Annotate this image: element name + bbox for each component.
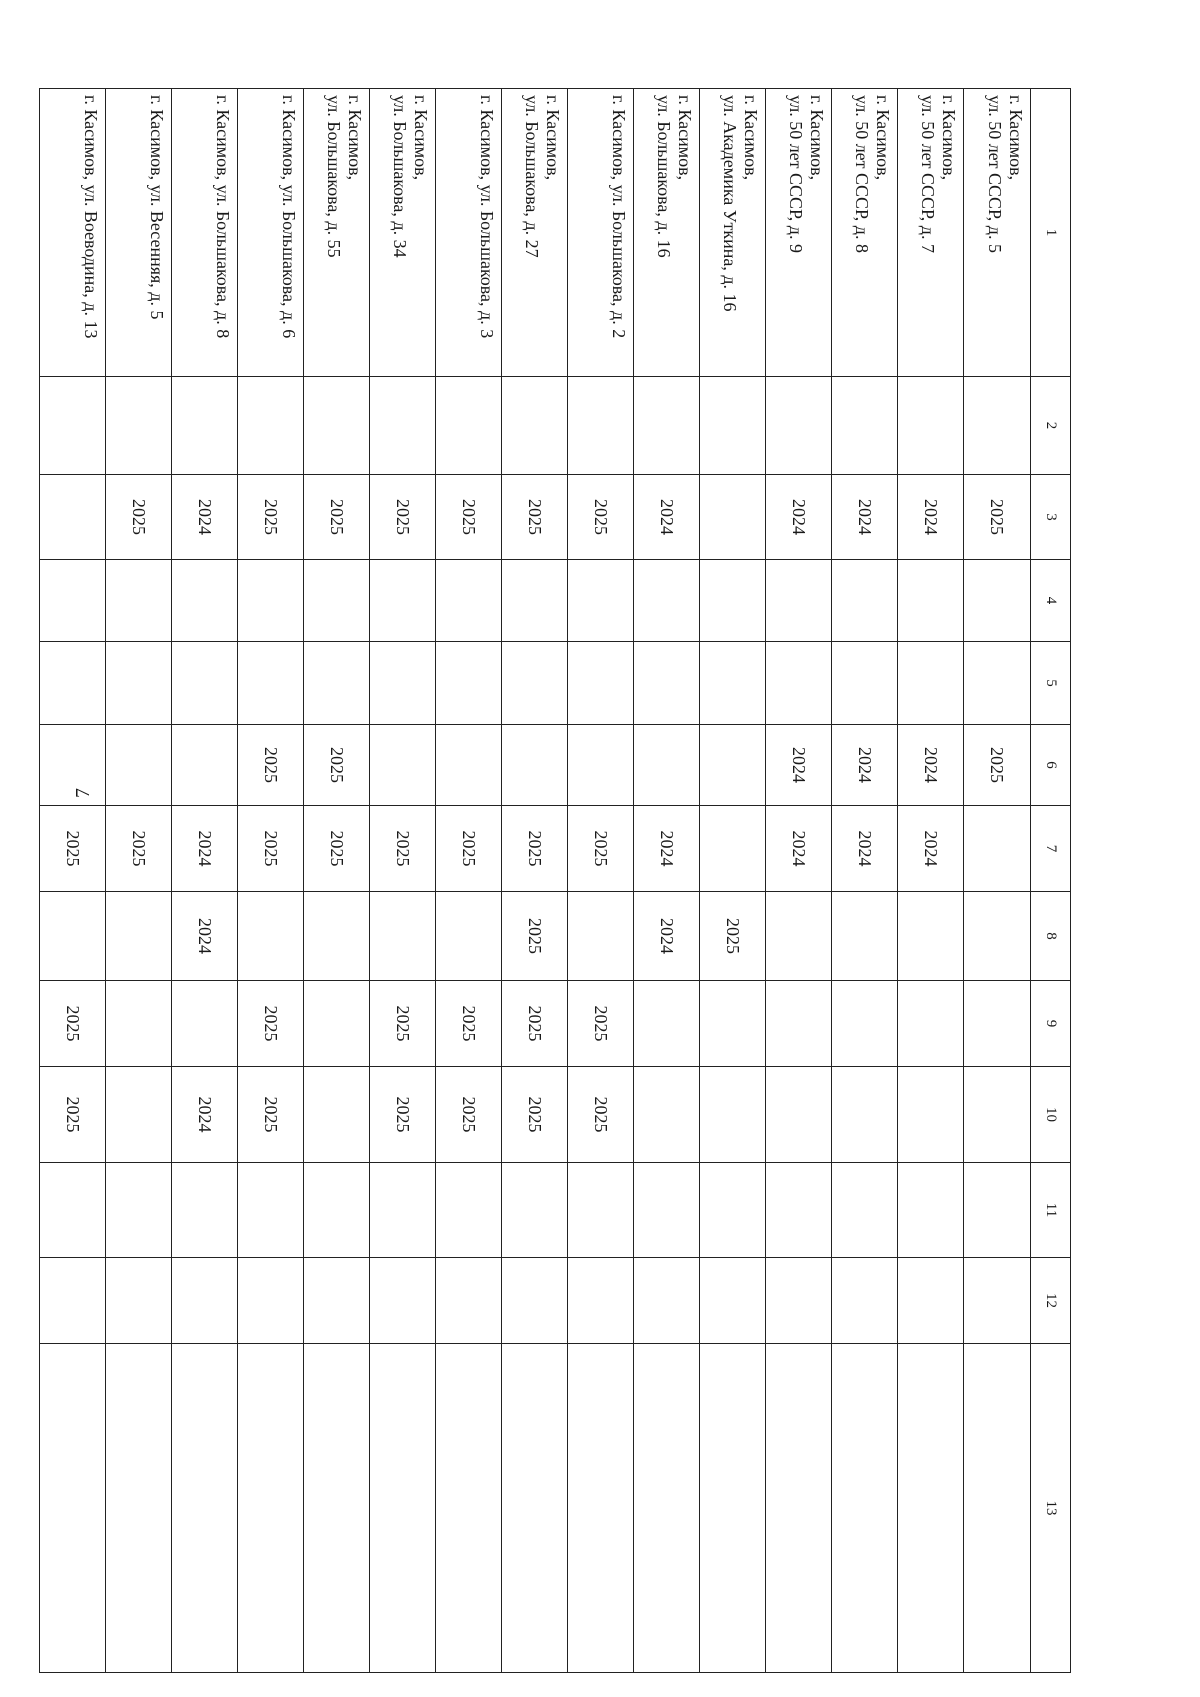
year-cell-col-8: [832, 892, 898, 981]
year-cell-col-3: 2025: [370, 475, 436, 560]
year-cell-col-11: [238, 1163, 304, 1258]
year-cell-col-4: [238, 560, 304, 642]
address-line-2: ул. 50 лет СССР, д. 8: [852, 95, 872, 253]
year-cell-col-10: [964, 1067, 1031, 1163]
year-cell-col-9: 2025: [568, 981, 634, 1067]
table-body: [40, 89, 1071, 1673]
year-cell-col-13: [238, 1344, 304, 1673]
column-header: 13: [1031, 1344, 1071, 1673]
year-cell-col-11: [502, 1163, 568, 1258]
year-cell-col-10: [634, 1067, 700, 1163]
year-cell-col-2: [832, 377, 898, 475]
year-cell-col-2: [766, 377, 832, 475]
year-cell-col-3: 2025: [436, 475, 502, 560]
year-cell-col-4: [106, 560, 172, 642]
year-cell-col-2: [898, 377, 964, 475]
table-row: [172, 89, 238, 1673]
year-cell-col-5: [832, 642, 898, 725]
column-header: 4: [1031, 560, 1071, 642]
year-cell-col-4: [832, 560, 898, 642]
year-cell-col-5: [898, 642, 964, 725]
year-cell-col-5: [700, 642, 766, 725]
year-cell-col-10: 2025: [568, 1067, 634, 1163]
year-cell-col-6: [106, 725, 172, 806]
address-line-1: г. Касимов,: [873, 95, 893, 181]
year-cell-col-4: [436, 560, 502, 642]
year-cell-col-7: 2025: [238, 806, 304, 892]
address-line-1: г. Касимов,: [411, 95, 431, 181]
year-cell-col-6: 2024: [832, 725, 898, 806]
year-cell-col-13: [832, 1344, 898, 1673]
address-cell: [766, 89, 832, 377]
address-cell: [502, 89, 568, 377]
address-cell: [634, 89, 700, 377]
year-cell-col-2: [568, 377, 634, 475]
year-cell-col-5: [568, 642, 634, 725]
year-cell-col-11: [370, 1163, 436, 1258]
year-cell-col-10: 2025: [436, 1067, 502, 1163]
year-cell-col-8: [370, 892, 436, 981]
address-line-2: ул. Большакова, д. 27: [522, 95, 542, 258]
year-cell-col-4: [40, 560, 106, 642]
year-cell-col-5: [964, 642, 1031, 725]
year-cell-col-11: [634, 1163, 700, 1258]
year-cell-col-3: 2025: [304, 475, 370, 560]
table-row: [106, 89, 172, 1673]
year-cell-col-7: 2025: [568, 806, 634, 892]
year-cell-col-13: [502, 1344, 568, 1673]
year-cell-col-3: 2025: [964, 475, 1031, 560]
year-cell-col-6: 2024: [898, 725, 964, 806]
year-cell-col-4: [304, 560, 370, 642]
year-cell-col-5: [106, 642, 172, 725]
table-header-row: [1031, 89, 1071, 1673]
year-cell-col-4: [502, 560, 568, 642]
table-row: [964, 89, 1031, 1673]
year-cell-col-7: 2025: [370, 806, 436, 892]
year-cell-col-7: 2025: [436, 806, 502, 892]
year-cell-col-4: [634, 560, 700, 642]
address-cell: [238, 89, 304, 377]
column-header: 9: [1031, 981, 1071, 1067]
table-row: [436, 89, 502, 1673]
year-cell-col-2: [370, 377, 436, 475]
year-cell-col-10: 2025: [502, 1067, 568, 1163]
year-cell-col-4: [898, 560, 964, 642]
year-cell-col-6: 2024: [766, 725, 832, 806]
year-cell-col-8: 2024: [172, 892, 238, 981]
year-cell-col-10: [106, 1067, 172, 1163]
rotated-table-container: [63, 88, 1071, 1572]
year-cell-col-9: [766, 981, 832, 1067]
year-cell-col-6: [370, 725, 436, 806]
year-cell-col-9: [700, 981, 766, 1067]
year-cell-col-6: [436, 725, 502, 806]
year-cell-col-7: 2025: [502, 806, 568, 892]
address-line-1: г. Касимов, ул. Большакова, д. 6: [279, 95, 299, 339]
year-cell-col-2: [40, 377, 106, 475]
column-header: 5: [1031, 642, 1071, 725]
year-cell-col-2: [502, 377, 568, 475]
year-cell-col-6: [700, 725, 766, 806]
year-cell-col-12: [568, 1258, 634, 1344]
year-cell-col-2: [634, 377, 700, 475]
repair-schedule-table: [39, 88, 1071, 1673]
address-line-1: г. Касимов,: [543, 95, 563, 181]
year-cell-col-6: [502, 725, 568, 806]
year-cell-col-9: 2025: [370, 981, 436, 1067]
year-cell-col-6: [634, 725, 700, 806]
year-cell-col-7: [700, 806, 766, 892]
year-cell-col-3: [40, 475, 106, 560]
year-cell-col-2: [436, 377, 502, 475]
year-cell-col-7: 2024: [634, 806, 700, 892]
year-cell-col-12: [502, 1258, 568, 1344]
column-header: 8: [1031, 892, 1071, 981]
address-cell: [964, 89, 1031, 377]
address-cell: [106, 89, 172, 377]
year-cell-col-2: [964, 377, 1031, 475]
year-cell-col-6: 2025: [964, 725, 1031, 806]
year-cell-col-8: [568, 892, 634, 981]
year-cell-col-7: 2024: [172, 806, 238, 892]
table-row: [40, 89, 106, 1673]
table-row: [238, 89, 304, 1673]
year-cell-col-4: [766, 560, 832, 642]
year-cell-col-13: [436, 1344, 502, 1673]
year-cell-col-12: [832, 1258, 898, 1344]
year-cell-col-11: [568, 1163, 634, 1258]
year-cell-col-13: [40, 1344, 106, 1673]
year-cell-col-12: [436, 1258, 502, 1344]
address-cell: [40, 89, 106, 377]
year-cell-col-13: [370, 1344, 436, 1673]
table-row: [898, 89, 964, 1673]
year-cell-col-2: [304, 377, 370, 475]
year-cell-col-4: [370, 560, 436, 642]
address-cell: [898, 89, 964, 377]
year-cell-col-9: 2025: [40, 981, 106, 1067]
table-row: [304, 89, 370, 1673]
year-cell-col-7: 2024: [832, 806, 898, 892]
year-cell-col-5: [370, 642, 436, 725]
address-cell: [700, 89, 766, 377]
address-line-2: ул. 50 лет СССР, д. 9: [786, 95, 806, 253]
address-line-1: г. Касимов,: [741, 95, 761, 181]
year-cell-col-8: [106, 892, 172, 981]
year-cell-col-10: 2025: [238, 1067, 304, 1163]
address-line-1: г. Касимов,: [807, 95, 827, 181]
table-row: [766, 89, 832, 1673]
year-cell-col-6: 2025: [238, 725, 304, 806]
year-cell-col-9: [898, 981, 964, 1067]
column-header: 3: [1031, 475, 1071, 560]
column-header: 7: [1031, 806, 1071, 892]
year-cell-col-3: 2025: [106, 475, 172, 560]
year-cell-col-9: 2025: [502, 981, 568, 1067]
year-cell-col-6: [568, 725, 634, 806]
year-cell-col-3: 2025: [502, 475, 568, 560]
year-cell-col-10: [832, 1067, 898, 1163]
year-cell-col-11: [964, 1163, 1031, 1258]
year-cell-col-10: [304, 1067, 370, 1163]
year-cell-col-12: [700, 1258, 766, 1344]
year-cell-col-3: [700, 475, 766, 560]
column-header: 2: [1031, 377, 1071, 475]
address-line-2: ул. 50 лет СССР, д. 7: [918, 95, 938, 253]
year-cell-col-9: [964, 981, 1031, 1067]
address-cell: [568, 89, 634, 377]
year-cell-col-3: 2024: [766, 475, 832, 560]
year-cell-col-3: 2024: [832, 475, 898, 560]
year-cell-col-13: [700, 1344, 766, 1673]
year-cell-col-2: [106, 377, 172, 475]
year-cell-col-11: [436, 1163, 502, 1258]
year-cell-col-6: 2025: [304, 725, 370, 806]
year-cell-col-12: [106, 1258, 172, 1344]
column-header: 1: [1031, 89, 1071, 377]
address-line-1: г. Касимов, ул. Большакова, д. 3: [477, 95, 497, 339]
year-cell-col-12: [172, 1258, 238, 1344]
year-cell-col-13: [898, 1344, 964, 1673]
year-cell-col-13: [634, 1344, 700, 1673]
address-line-2: ул. 50 лет СССР, д. 5: [985, 95, 1005, 253]
column-header: 10: [1031, 1067, 1071, 1163]
year-cell-col-10: [766, 1067, 832, 1163]
year-cell-col-2: [172, 377, 238, 475]
year-cell-col-12: [766, 1258, 832, 1344]
year-cell-col-11: [700, 1163, 766, 1258]
address-line-1: г. Касимов,: [345, 95, 365, 181]
year-cell-col-10: 2025: [40, 1067, 106, 1163]
year-cell-col-12: [40, 1258, 106, 1344]
table-row: [700, 89, 766, 1673]
column-header: 12: [1031, 1258, 1071, 1344]
year-cell-col-2: [238, 377, 304, 475]
address-cell: [370, 89, 436, 377]
year-cell-col-10: 2024: [172, 1067, 238, 1163]
year-cell-col-5: [502, 642, 568, 725]
year-cell-col-5: [436, 642, 502, 725]
year-cell-col-7: 2025: [40, 806, 106, 892]
year-cell-col-4: [172, 560, 238, 642]
page-number: 7: [72, 788, 94, 798]
address-line-2: ул. Академика Уткина, д. 16: [720, 95, 740, 312]
year-cell-col-4: [568, 560, 634, 642]
column-header: 11: [1031, 1163, 1071, 1258]
year-cell-col-8: [436, 892, 502, 981]
year-cell-col-13: [568, 1344, 634, 1673]
year-cell-col-3: 2024: [172, 475, 238, 560]
year-cell-col-12: [898, 1258, 964, 1344]
year-cell-col-5: [634, 642, 700, 725]
address-line-2: ул. Большакова, д. 34: [390, 95, 410, 258]
year-cell-col-3: 2024: [898, 475, 964, 560]
year-cell-col-8: [766, 892, 832, 981]
address-line-2: ул. Большакова, д. 55: [324, 95, 344, 258]
year-cell-col-5: [766, 642, 832, 725]
year-cell-col-8: [238, 892, 304, 981]
year-cell-col-11: [832, 1163, 898, 1258]
year-cell-col-11: [40, 1163, 106, 1258]
address-line-1: г. Касимов, ул. Большакова, д. 2: [609, 95, 629, 339]
address-cell: [304, 89, 370, 377]
year-cell-col-12: [304, 1258, 370, 1344]
year-cell-col-8: [964, 892, 1031, 981]
year-cell-col-6: [40, 725, 106, 806]
address-line-1: г. Касимов,: [939, 95, 959, 181]
table-row: [568, 89, 634, 1673]
year-cell-col-9: [634, 981, 700, 1067]
year-cell-col-11: [172, 1163, 238, 1258]
year-cell-col-9: [172, 981, 238, 1067]
year-cell-col-6: [172, 725, 238, 806]
year-cell-col-13: [106, 1344, 172, 1673]
year-cell-col-2: [700, 377, 766, 475]
year-cell-col-5: [172, 642, 238, 725]
year-cell-col-13: [964, 1344, 1031, 1673]
year-cell-col-7: 2024: [898, 806, 964, 892]
year-cell-col-13: [766, 1344, 832, 1673]
year-cell-col-11: [106, 1163, 172, 1258]
address-cell: [832, 89, 898, 377]
year-cell-col-8: 2024: [634, 892, 700, 981]
year-cell-col-8: [40, 892, 106, 981]
table-row: [370, 89, 436, 1673]
address-line-1: г. Касимов, ул. Весенняя, д. 5: [147, 95, 167, 320]
address-line-1: г. Касимов,: [675, 95, 695, 181]
address-cell: [436, 89, 502, 377]
year-cell-col-10: 2025: [370, 1067, 436, 1163]
year-cell-col-7: 2025: [106, 806, 172, 892]
column-header: 6: [1031, 725, 1071, 806]
address-cell: [172, 89, 238, 377]
year-cell-col-3: 2025: [568, 475, 634, 560]
table-row: [832, 89, 898, 1673]
address-line-2: ул. Большакова, д. 16: [654, 95, 674, 258]
year-cell-col-7: [964, 806, 1031, 892]
year-cell-col-13: [304, 1344, 370, 1673]
year-cell-col-7: 2024: [766, 806, 832, 892]
address-line-1: г. Касимов,: [1006, 95, 1026, 181]
year-cell-col-13: [172, 1344, 238, 1673]
year-cell-col-8: [898, 892, 964, 981]
year-cell-col-11: [304, 1163, 370, 1258]
year-cell-col-4: [964, 560, 1031, 642]
year-cell-col-5: [238, 642, 304, 725]
year-cell-col-11: [898, 1163, 964, 1258]
year-cell-col-3: 2025: [238, 475, 304, 560]
year-cell-col-12: [634, 1258, 700, 1344]
address-line-1: г. Касимов, ул. Большакова, д. 8: [213, 95, 233, 339]
address-line-1: г. Касимов, ул. Воеводина, д. 13: [81, 95, 101, 339]
year-cell-col-9: [832, 981, 898, 1067]
year-cell-col-5: [40, 642, 106, 725]
year-cell-col-10: [700, 1067, 766, 1163]
year-cell-col-12: [238, 1258, 304, 1344]
year-cell-col-9: [304, 981, 370, 1067]
year-cell-col-3: 2024: [634, 475, 700, 560]
table-row: [634, 89, 700, 1673]
year-cell-col-10: [898, 1067, 964, 1163]
year-cell-col-8: 2025: [502, 892, 568, 981]
year-cell-col-7: 2025: [304, 806, 370, 892]
year-cell-col-9: [106, 981, 172, 1067]
year-cell-col-9: 2025: [238, 981, 304, 1067]
year-cell-col-8: [304, 892, 370, 981]
year-cell-col-12: [964, 1258, 1031, 1344]
year-cell-col-8: 2025: [700, 892, 766, 981]
year-cell-col-11: [766, 1163, 832, 1258]
year-cell-col-12: [370, 1258, 436, 1344]
year-cell-col-4: [700, 560, 766, 642]
year-cell-col-9: 2025: [436, 981, 502, 1067]
year-cell-col-5: [304, 642, 370, 725]
table-row: [502, 89, 568, 1673]
